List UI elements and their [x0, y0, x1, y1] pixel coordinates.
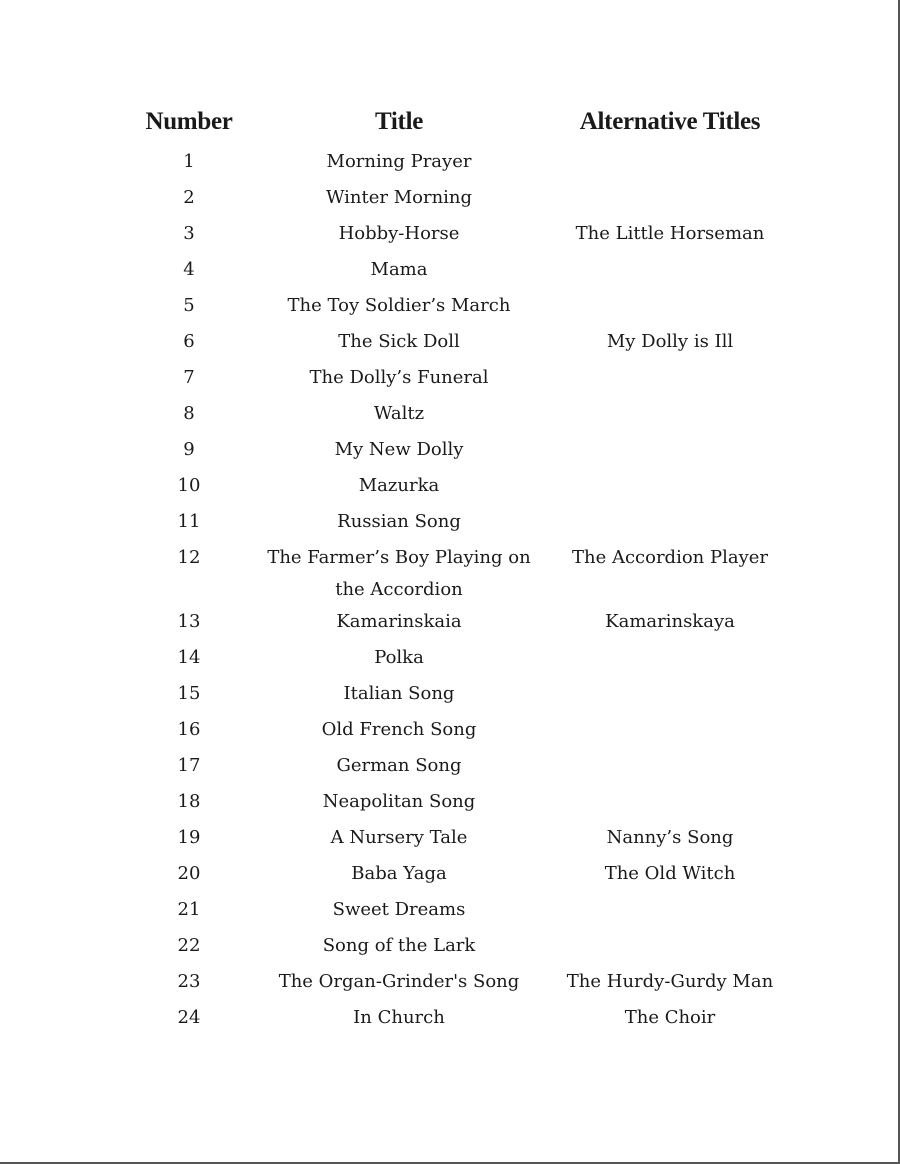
header-row — [120, 104, 800, 146]
song-alternative-title — [540, 362, 800, 398]
song-title: The Dolly’s Funeral — [309, 367, 489, 388]
song-title: The Farmer’s Boy Playing on the Accordion — [267, 547, 531, 600]
song-title: My New Dolly — [334, 439, 464, 460]
table-row — [120, 218, 800, 254]
song-number: 22 — [177, 935, 201, 956]
song-alternative-title: My Dolly is Ill — [606, 331, 734, 352]
song-alternative-title: The Hurdy-Gurdy Man — [566, 971, 774, 992]
song-alternative-title — [540, 714, 800, 750]
song-alternative-title — [540, 678, 800, 714]
song-number: 11 — [177, 511, 201, 532]
song-title: Old French Song — [321, 719, 477, 740]
song-number: 5 — [183, 295, 195, 316]
song-number: 6 — [183, 331, 195, 352]
song-title: Waltz — [373, 403, 425, 424]
song-number: 3 — [183, 223, 195, 244]
song-title: German Song — [336, 755, 462, 776]
song-alternative-title — [540, 930, 800, 966]
table-row — [120, 290, 800, 326]
table-row — [120, 1002, 800, 1038]
song-table — [120, 104, 800, 1038]
song-title: Winter Morning — [325, 187, 473, 208]
song-number: 2 — [183, 187, 195, 208]
song-number: 12 — [177, 547, 201, 568]
song-alternative-title: The Old Witch — [604, 863, 736, 884]
song-alternative-title — [540, 506, 800, 542]
song-title: The Organ-Grinder's Song — [278, 971, 520, 992]
song-table-body — [120, 146, 800, 1038]
song-number: 15 — [177, 683, 201, 704]
song-title: Morning Prayer — [326, 151, 472, 172]
song-number: 13 — [177, 611, 201, 632]
song-number: 10 — [177, 475, 201, 496]
song-number: 14 — [177, 647, 201, 668]
song-title: Hobby-Horse — [338, 223, 460, 244]
song-number: 9 — [183, 439, 195, 460]
table-row — [120, 966, 800, 1002]
song-title: Italian Song — [343, 683, 455, 704]
song-alternative-title — [540, 146, 800, 182]
song-title: In Church — [353, 1007, 445, 1028]
table-row — [120, 678, 800, 714]
table-row — [120, 326, 800, 362]
header-number: Number — [145, 108, 233, 135]
header-title: Title — [374, 108, 424, 135]
song-title: The Toy Soldier’s March — [287, 295, 511, 316]
song-number: 7 — [183, 367, 195, 388]
song-number: 18 — [177, 791, 201, 812]
table-row — [120, 470, 800, 506]
song-title: Mama — [370, 259, 428, 280]
song-alternative-title: Nanny’s Song — [606, 827, 734, 848]
song-alternative-title — [540, 894, 800, 930]
table-row — [120, 506, 800, 542]
table-row — [120, 182, 800, 218]
table-row — [120, 894, 800, 930]
song-number: 4 — [183, 259, 195, 280]
table-row — [120, 254, 800, 290]
song-title: Baba Yaga — [351, 863, 447, 884]
song-alternative-title — [540, 786, 800, 822]
table-row — [120, 146, 800, 182]
table-row — [120, 606, 800, 642]
song-title: A Nursery Tale — [330, 827, 468, 848]
song-alternative-title — [540, 290, 800, 326]
song-alternative-title: The Accordion Player — [571, 547, 769, 568]
song-alternative-title: Kamarinskaya — [605, 611, 735, 632]
song-number: 16 — [177, 719, 201, 740]
header-alternative-titles: Alternative Titles — [579, 108, 761, 135]
table-row — [120, 542, 800, 606]
song-title: Russian Song — [337, 511, 461, 532]
song-number: 21 — [177, 899, 201, 920]
song-title: Mazurka — [358, 475, 440, 496]
table-row — [120, 930, 800, 966]
song-number: 19 — [177, 827, 201, 848]
table-row — [120, 786, 800, 822]
table-row — [120, 858, 800, 894]
song-title: Neapolitan Song — [322, 791, 476, 812]
song-title: Sweet Dreams — [332, 899, 466, 920]
song-number: 1 — [183, 151, 195, 172]
song-title: Polka — [374, 647, 424, 668]
song-title: Kamarinskaia — [336, 611, 462, 632]
song-number: 23 — [177, 971, 201, 992]
song-alternative-title — [540, 182, 800, 218]
table-row — [120, 750, 800, 786]
song-alternative-title — [540, 254, 800, 290]
table-row — [120, 398, 800, 434]
song-alternative-title: The Little Horseman — [575, 223, 765, 244]
song-alternative-title — [540, 750, 800, 786]
table-row — [120, 434, 800, 470]
song-number: 8 — [183, 403, 195, 424]
song-title: Song of the Lark — [322, 935, 476, 956]
song-alternative-title — [540, 398, 800, 434]
table-row — [120, 642, 800, 678]
song-number: 20 — [177, 863, 201, 884]
song-alternative-title — [540, 642, 800, 678]
table-row — [120, 714, 800, 750]
table-row — [120, 362, 800, 398]
table-row — [120, 822, 800, 858]
song-alternative-title — [540, 434, 800, 470]
song-number: 24 — [177, 1007, 201, 1028]
song-title: The Sick Doll — [338, 331, 460, 352]
song-number: 17 — [177, 755, 201, 776]
song-alternative-title — [540, 470, 800, 506]
song-alternative-title: The Choir — [624, 1007, 716, 1028]
